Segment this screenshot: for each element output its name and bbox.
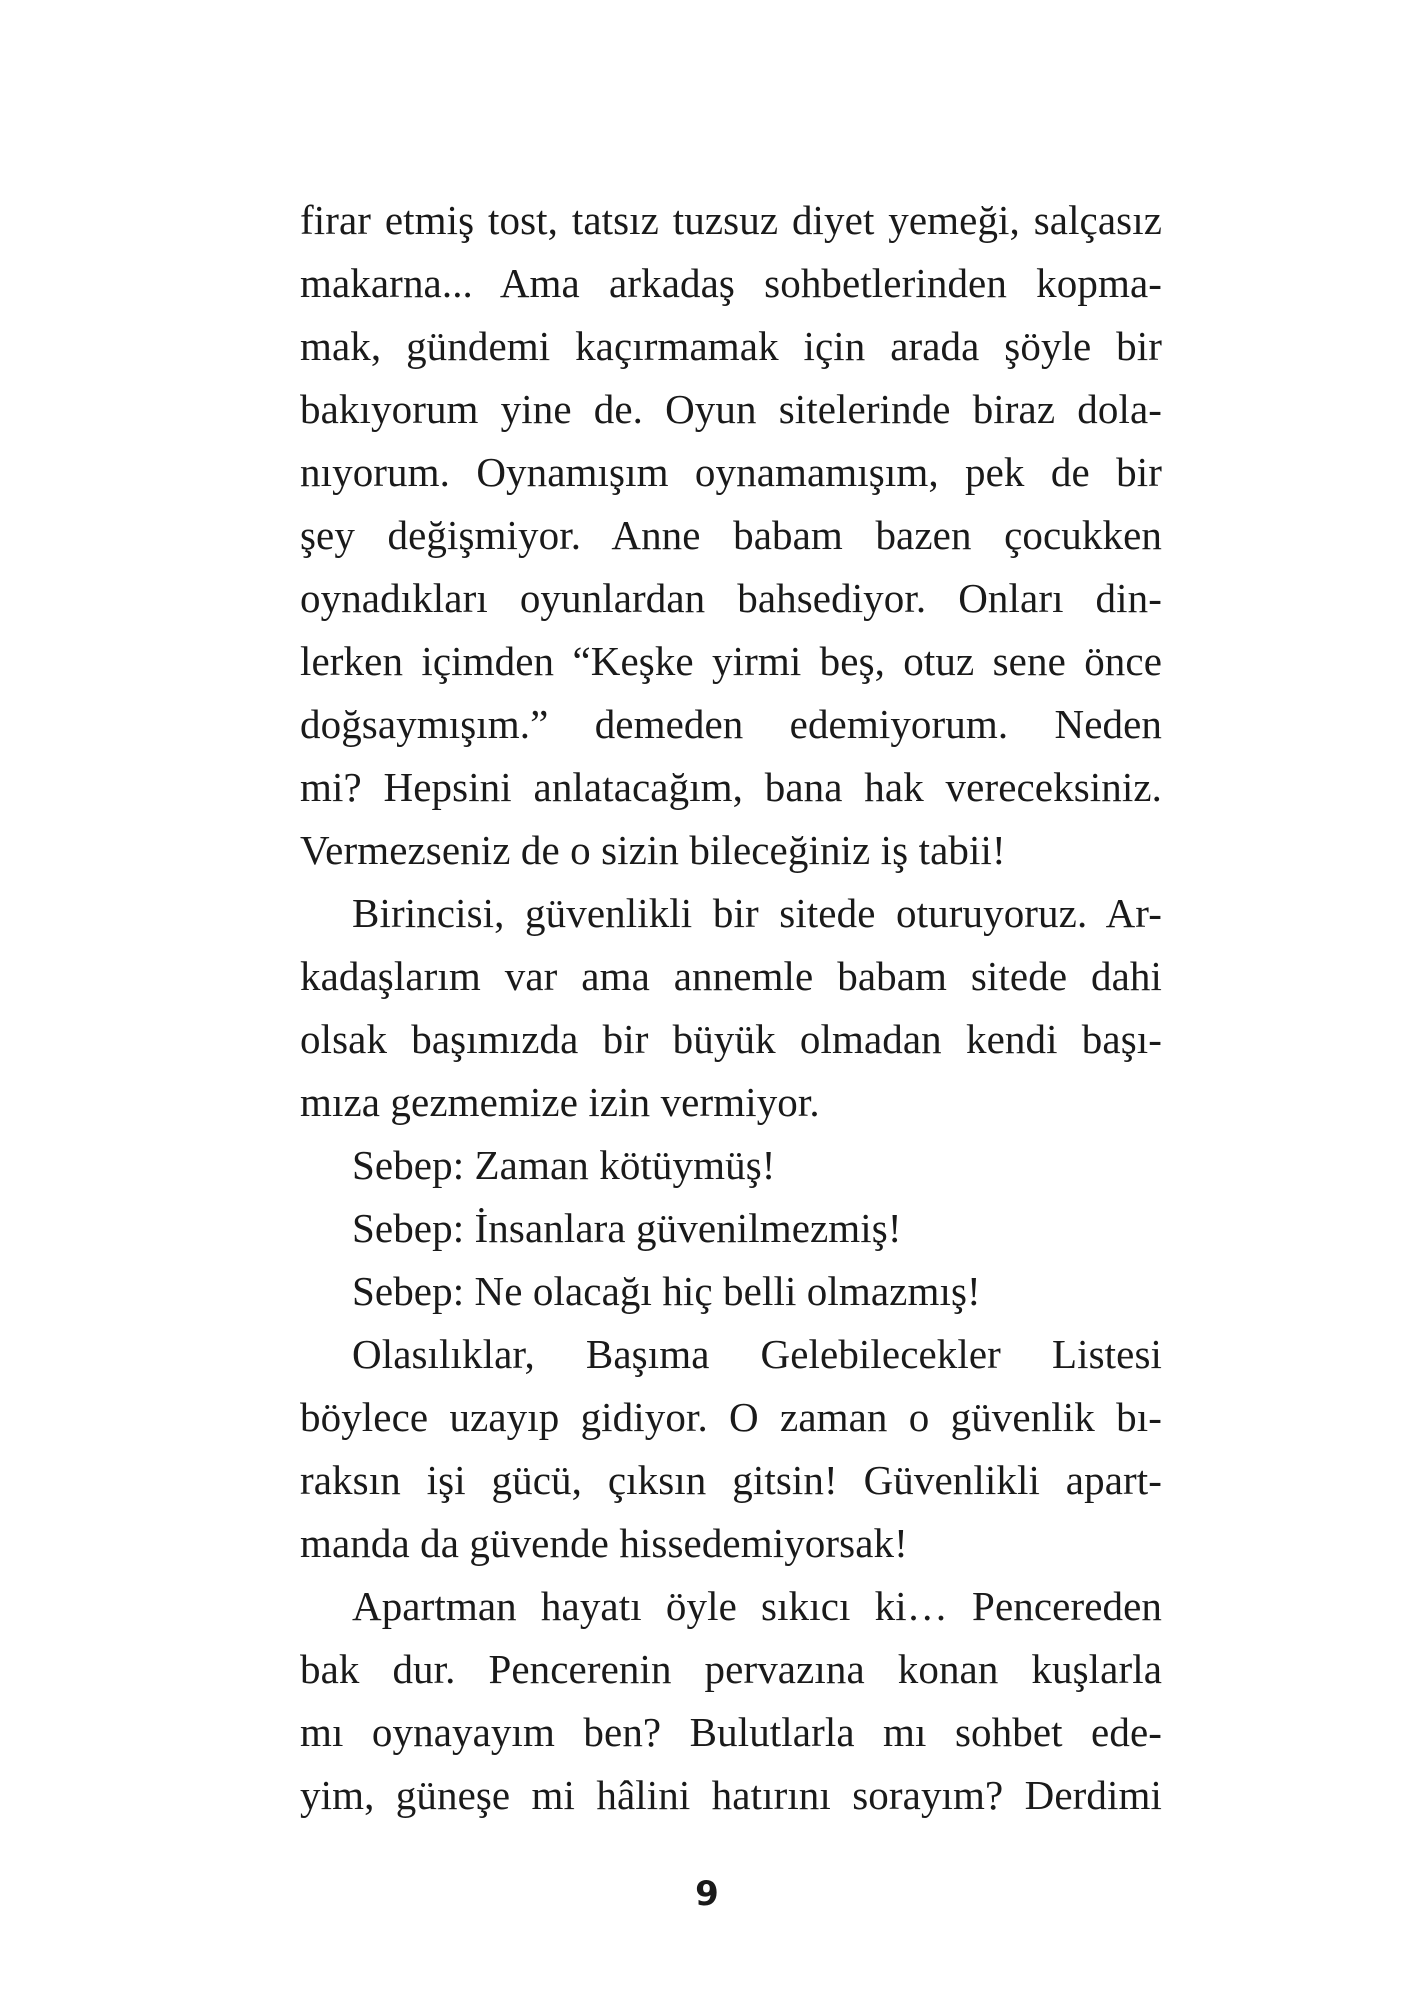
text-line: kadaşlarım var ama annemle babam sitede dahi [300,953,1162,999]
text-line: mak, gündemi kaçırmamak için arada şöyle bir [300,323,1162,369]
text-line: manda da güvende hissedemiyorsak! [300,1520,908,1566]
text-line: bak dur. Pencerenin pervazına konan kuşlarla [300,1646,1162,1692]
text-line: Sebep: Ne olacağı hiç belli olmazmış! [352,1268,981,1314]
body-text [300,189,1162,1827]
text-line: olsak başımızda bir büyük olmadan kendi başı- [300,1016,1162,1062]
text-line: mi? Hepsini anlatacağım, bana hak vereceksiniz. [300,764,1162,810]
text-line: Sebep: Zaman kötüymüş! [352,1142,776,1188]
text-line: şey değişmiyor. Anne babam bazen çocukken [300,512,1162,558]
page-number: 9 [695,1874,719,1914]
text-line: Olasılıklar, Başıma Gelebilecekler Listesi [352,1331,1162,1377]
text-line: bakıyorum yine de. Oyun sitelerinde biraz dola- [300,386,1162,432]
text-line: Apartman hayatı öyle sıkıcı ki… Pencereden [352,1583,1162,1629]
text-line: doğsaymışım.” demeden edemiyorum. Neden [300,701,1162,747]
text-line: nıyorum. Oynamışım oynamamışım, pek de bir [300,449,1162,495]
text-line: Sebep: İnsanlara güvenilmezmiş! [352,1205,902,1251]
text-line: lerken içimden “Keşke yirmi beş, otuz sene önce [300,638,1162,684]
text-line: mı oynayayım ben? Bulutlarla mı sohbet ede- [300,1709,1162,1755]
text-line: böylece uzayıp gidiyor. O zaman o güvenlik bı- [300,1394,1162,1440]
text-line: firar etmiş tost, tatsız tuzsuz diyet yemeği, salçasız [300,197,1162,243]
text-line: oynadıkları oyunlardan bahsediyor. Onları din- [300,575,1162,621]
text-line: makarna... Ama arkadaş sohbetlerinden kopma- [300,260,1162,306]
text-line: mıza gezmemize izin vermiyor. [300,1079,820,1125]
text-line: Vermezseniz de o sizin bileceğiniz iş tabii! [300,827,1006,873]
text-line: Birincisi, güvenlikli bir sitede oturuyoruz. Ar- [352,890,1162,936]
text-line: yim, güneşe mi hâlini hatırını sorayım? Derdimi [300,1772,1162,1818]
text-line: raksın işi gücü, çıksın gitsin! Güvenlikli apart- [300,1457,1162,1503]
